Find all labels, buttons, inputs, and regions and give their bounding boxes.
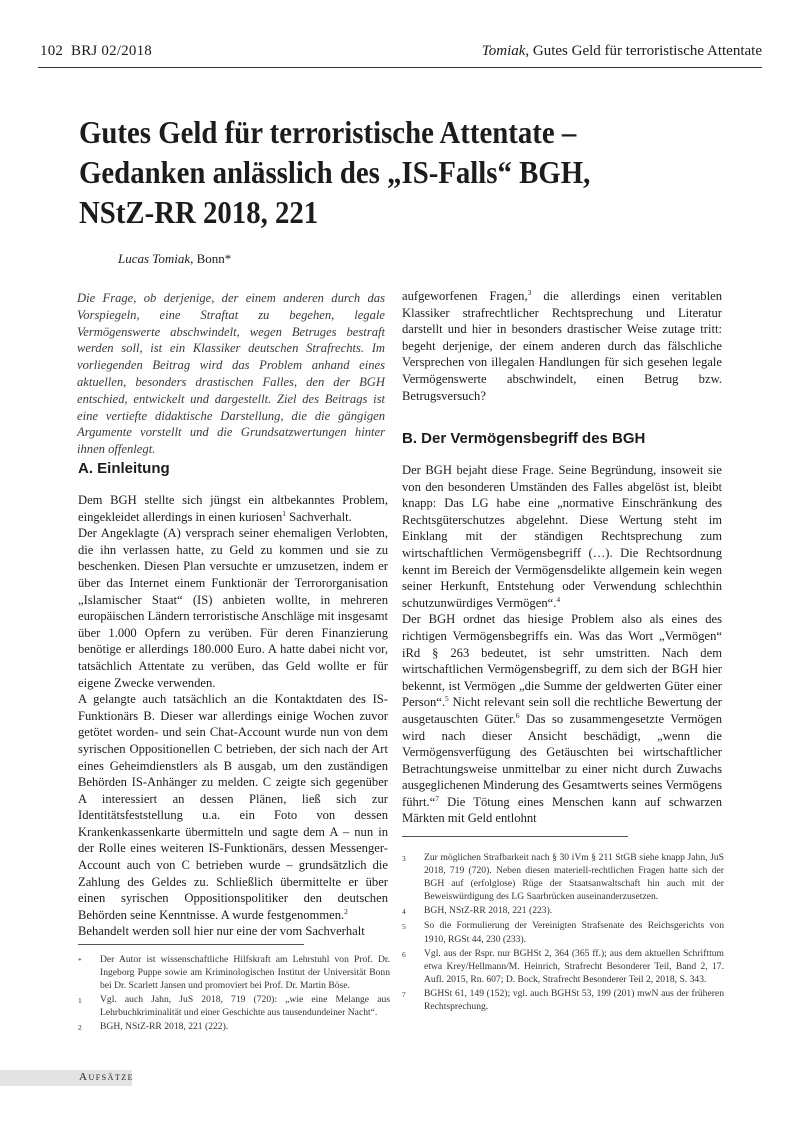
footnote-ref[interactable]: 2 [344,906,348,916]
paragraph [402,462,722,611]
author-affiliation: , Bonn* [190,251,232,266]
footer-section-label: Aufsätze [79,1071,135,1083]
abstract-text: Die Frage, ob derjenige, der einem anderen durch das Vorspiegeln, eine Straftat zu begehen, legale Vermögenswerte abschwindelt, wegen Betruges bestraft werden soll, ist ein Klassiker deutschen Strafrechts. Im vorliegenden Beitrag wird das Problem anhand eines aktuellen, besonders drastischen Falles, den der BGH entschied, entwickelt und dargestellt. Ziel des Beitrags ist eine vertiefte didaktische Darstellung, die die gängigen Argumente vorstellt und die Grundsatzwertungen hinter ihnen offenlegt. [77,291,385,457]
footnote-number: 6 [402,949,406,959]
title-line-2: Gedanken anlässlich des „IS-Falls“ BGH, [79,154,591,190]
footnote [78,993,390,1019]
footnote-rule-left [78,944,304,945]
header-title: , Gutes Geld für terroristische Attentate [525,43,762,59]
footnote-number: 1 [78,996,82,1006]
footnote-ref[interactable]: 3 [527,287,532,297]
footnote-number: 5 [402,922,406,932]
footnote [402,987,724,1013]
section-heading-b: B. Der Vermögensbegriff des BGH [402,430,646,447]
footnote-text: Vgl. auch Jahn, JuS 2018, 719 (720): „wie eine Melange aus Lehrbuchkriminalität und einer Geschichte aus tausendundeiner Nacht“. [100,994,390,1019]
author-name: Lucas Tomiak [118,251,191,266]
text-run: Sachverhalt. [286,509,352,524]
footnote-number: 2 [78,1023,82,1033]
article-title [79,112,655,232]
header-author: Tomiak [481,43,526,59]
footnotes-right [402,851,724,1014]
paragraph: Behandelt werden soll hier nur eine der vom Sachverhalt [78,924,365,939]
page-number: 102 [40,43,64,59]
title-line-1: Gutes Geld für terroristische Attentate – [79,114,577,150]
footnote-ref[interactable]: 7 [435,793,439,803]
paragraph [402,288,722,404]
title-line-3: NStZ-RR 2018, 221 [79,194,319,230]
footnote-number: * [78,956,82,965]
footnote-ref[interactable]: 4 [556,594,561,604]
footnote-text: Zur möglichen Strafbarkeit nach § 30 iVm § 211 StGB siehe knapp Jahn, JuS 2018, 719 (720). Neben diesen materiell-rechtlichen Fragen hatte sich der BGH auf (erfolglose) Rüge der Staatsanwaltschaft hin auch mit der Beweiswürdigung des LG Saarbrücken auseinanderzusetzen. [424,852,724,903]
footnote-number: 3 [402,854,406,863]
footnote [402,904,724,918]
footnote-ref[interactable]: 6 [515,710,520,720]
footnote-number: 4 [402,907,406,917]
right-column-body [402,462,722,827]
footnote-text: Der Autor ist wissenschaftliche Hilfskraft am Lehrstuhl von Prof. Dr. Ingeborg Puppe sowie am Kriminologischen Institut der Universität Bonn bei Dr. Scarlett Jansen und promoviert bei Prof. Dr. Martin Böse. [100,954,390,992]
running-header-left [40,43,152,60]
footnote [402,919,724,945]
footnote [402,851,724,903]
paragraph [78,492,388,525]
footnote-text: BGH, NStZ-RR 2018, 221 (222). [100,1021,229,1033]
footnote-text: BGHSt 61, 149 (152); vgl. auch BGHSt 53, 199 (201) mwN aus der früheren Rechtsprechung. [424,987,724,1013]
text-run: Der BGH ordnet das hiesige Problem also als eines des richtigen Vermögensbegriffs ein. Was das Wort „Vermögen“ iRd § 263 bedeutet, ist sehr umstritten. Nach dem wirtschaftlichen Vermögensbegriff, zu dem sich der BGH hier bekennt, ist Vermögen „die Summe der geldwerten Güter einer Person“. [402,612,722,710]
journal-issue: BRJ 02/2018 [71,43,152,59]
footnote [78,1020,390,1034]
footnote-number: 7 [402,989,406,999]
text-run: aufgeworfenen Fragen, [402,289,528,303]
paragraph [402,611,722,827]
footnote-ref[interactable]: 5 [445,694,449,704]
footnote [402,947,724,986]
left-column-body [78,492,388,940]
footnote-ref[interactable]: 1 [282,508,286,518]
text-run: Die Tötung eines Menschen kann auf schwarzen Märkten mit Geld entlohnt [402,794,722,826]
footnote-text: BGH, NStZ-RR 2018, 221 (223). [424,905,553,917]
right-column-intro [402,288,722,404]
header-rule [38,67,762,68]
text-run: A gelangte auch tatsächlich an die Kontaktdaten des IS-Funktionärs B. Dieser war allerdings einige Wochen zuvor getötet worden- und sein Chat-Account wurde nun von dem syrischen Oppositionellen C betrieben, der sich nach der Art eines Geheimdienstlers als B ausgab, um den zuständigen Behörden IS-Anhänger zu melden. C zeigte sich gegenüber A interessiert an dessen Plänen, ließ sich zur Identitätsfeststellung u.a. ein Foto von dessen Krankenkassenkarte übermitteln und sagte dem A – nun in der Rolle eines weiteren IS-Funktionärs, dessen Messenger-Account auch von C betrieben wurde – grundsätzlich die Zahlung des Geldes zu. Schließlich übermittelte er über einen syrischen Oppositionspolitiker den deutschen Behörden seine Kenntnisse. A wurde festgenommen. [78,692,388,922]
paragraph [78,691,388,923]
running-header-right [482,43,762,60]
footnote-text: So die Formulierung der Vereinigten Strafsenate des Reichsgerichts von 1910, RGSt 44, 230 (233). [424,920,724,945]
footnote-rule-right [402,836,628,837]
text-run: Nicht relevant sein soll die rechtliche Bewertung der ausgetauschten Güter. [402,695,722,726]
footnote [78,953,390,992]
footnote-text: Vgl. aus der Rspr. nur BGHSt 2, 364 (365 ff.); aus dem aktuellen Schrifttum etwa Krey/Hellmann/M. Heinrich, Strafrecht Besonderer Teil, Band 2, 17. Aufl. 2015, Rn. 607; D. Bock, Strafrecht Besonderer Teil 2, 2018, S. 343. [424,947,724,985]
text-run: Der BGH bejaht diese Frage. Seine Begründung, insoweit sie von den besonderen Umständen des Falles abgelöst ist, bleibt knapp: Das LG habe eine „normative Einschränkung des Rechtsgüterschutzes abgelehnt. Diese Wertung steht im Einklang mit der ständigen Rechtsprechung zum wirtschaftlichen Vermögensbegriff (…). Die Rechtsordnung kennt im Bereich der Vermögensdelikte allgemein kein wegen seiner Herkunft, Entstehung oder Verwendung schlechthin schutzunwürdiges Vermögen“. [402,463,722,610]
text-run: Das so zusammengesetzte Vermögen wird nach dieser Ansicht beschädigt, „wenn die Vermögensverfügung des Getäuschten bei wirtschaftlicher Betrachtungsweise unmittelbar zu einer nicht durch Zuwachs ausgeglichenen Minderung des Gesamtwerts seines Vermögens führt.“ [402,711,722,809]
text-run: Dem BGH stellte sich jüngst ein altbekanntes Problem, eingekleidet allerdings in einen kuriosen [78,493,388,524]
footnotes-left [78,953,390,1036]
abstract [77,290,385,458]
author-line [118,251,231,267]
section-heading-a: A. Einleitung [78,460,170,477]
text-run: die allerdings einen veritablen Klassiker strafrechtlicher Rechtsprechung und Literatur darstellt und hier in besonders drastischer Weise zutage tritt: begeht derjenige, der einem anderen durch das fälschliche Versprechen von illegalen Handlungen für sich gesehen legale Vermögenswerte abschwindelt, einen Betrug bzw. Betrugsversuch? [402,289,722,403]
paragraph: Der Angeklagte (A) versprach seiner ehemaligen Verlobten, die ihn verlassen hatte, zu Geld zu kommen und sie zu beschenken. Diesen Plan versuchte er umzusetzen, indem er über das Internet einem Funktionär der Terrororganisation „Islamischer Staat“ (IS) anbieten wollte, in mehreren europäischen Ländern terroristische Anschläge mit insgesamt über 1.000 Opfern zu verüben. Für deren Finanzierung benötige er allerdings 180.000 Euro. A hatte dabei nicht vor, tatsächlich Attentate zu verüben, das Geld wollte er für eigene Zwecke verwenden. [78,526,388,690]
